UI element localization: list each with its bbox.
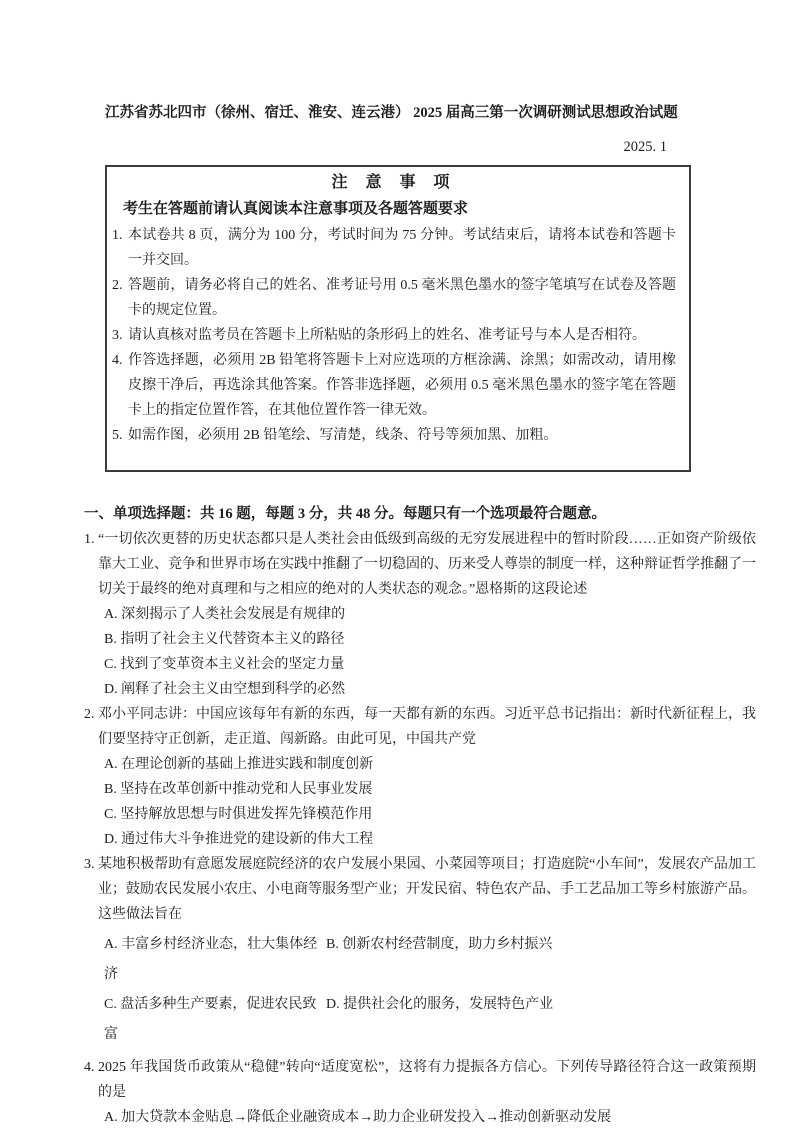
question-options bbox=[104, 1105, 756, 1130]
option-b: B. 坚持在改革创新中推动党和人民事业发展 bbox=[104, 782, 373, 797]
question-text: 邓小平同志讲：中国应该每年有新的东西，每一天都有新的东西。习近平总书记指出：新时代新征程上，我们要坚持守正创新，走正道、闯新路。由此可见，中国共产党 bbox=[98, 707, 756, 747]
page-title: 江苏省苏北四市（徐州、宿迁、淮安、连云港） 2025 届高三第一次调研测试思想政治试题 bbox=[105, 105, 678, 121]
question-text: “一切依次更替的历史状态都只是人类社会由低级到高级的无穷发展进程中的暂时阶段……正如资产阶级依靠大工业、竞争和世界市场在实践中推翻了一切稳固的、历来受人尊崇的制度一样，这种辩证哲学推翻了一切关于最终的绝对真理和与之相应的绝对的人类状态的观念。”恩格斯的这段论述 bbox=[98, 532, 756, 597]
notice-item-text: 如需作图，必须用 2B 铅笔绘、写清楚，线条、符号等须加黑、加粗。 bbox=[128, 428, 558, 443]
notice-item-text: 本试卷共 8 页，满分为 100 分，考试时间为 75 分钟。考试结束后，请将本试卷和答题卡一并交回。 bbox=[128, 228, 676, 268]
question-1 bbox=[84, 527, 756, 702]
exam-date: 2025. 1 bbox=[623, 139, 667, 155]
notice-item bbox=[112, 273, 676, 323]
question-4 bbox=[84, 1055, 756, 1130]
notice-item-number: 2. bbox=[112, 278, 123, 293]
option-d: D. 通过伟大斗争推进党的建设新的伟大工程 bbox=[104, 832, 374, 847]
question-options bbox=[104, 930, 756, 1050]
option-c: C. 坚持解放思想与时俱进发挥先锋模范作用 bbox=[104, 807, 373, 822]
question-text: 2025 年我国货币政策从“稳健”转向“适度宽松”，这将有力提振各方信心。下列传导路径符合这一政策预期的是 bbox=[98, 1060, 756, 1100]
question-number: 3. bbox=[84, 857, 95, 872]
question-stem bbox=[84, 852, 756, 927]
notice-item bbox=[112, 423, 676, 448]
notice-item bbox=[112, 348, 676, 423]
option-b: B. 创新农村经营制度，助力乡村振兴 bbox=[326, 937, 553, 952]
option-a: A. 深刻揭示了人类社会发展是有规律的 bbox=[104, 607, 346, 622]
notice-item-number: 5. bbox=[112, 428, 123, 443]
notice-item-text: 作答选择题，必须用 2B 铅笔将答题卡上对应选项的方框涂满、涂黑；如需改动，请用橡皮擦干净后，再选涂其他答案。作答非选择题，必须用 0.5 毫米黑色墨水的签字笔在答题卡上的指定位置作答，在其他位置作答一律无效。 bbox=[128, 353, 676, 418]
section-heading: 一、单项选择题：共 16 题，每题 3 分，共 48 分。每题只有一个选项最符合题意。 bbox=[84, 506, 606, 522]
option-a: A. 丰富乡村经济业态，壮大集体经济 bbox=[104, 937, 318, 982]
option-c: C. 盘活多种生产要素，促进农民致富 bbox=[104, 997, 317, 1042]
option-d: D. 提供社会化的服务，发展特色产业 bbox=[326, 997, 554, 1012]
question-number: 1. bbox=[84, 532, 95, 547]
option-c: C. 找到了变革资本主义社会的坚定力量 bbox=[104, 657, 345, 672]
question-number: 4. bbox=[84, 1060, 95, 1075]
question-stem bbox=[84, 527, 756, 602]
option-d: D. 阐释了社会主义由空想到科学的必然 bbox=[104, 682, 346, 697]
option-a: A. 加大贷款本金贴息→降低企业融资成本→助力企业研发投入→推动创新驱动发展 bbox=[104, 1110, 612, 1125]
question-section bbox=[84, 502, 756, 1130]
notice-heading: 注 意 事 项 bbox=[331, 174, 457, 191]
notice-subheading: 考生在答题前请认真阅读本注意事项及各题答题要求 bbox=[123, 201, 469, 217]
question-stem bbox=[84, 1055, 756, 1105]
notice-item-text: 答题前，请务必将自己的姓名、准考证号用 0.5 毫米黑色墨水的签字笔填写在试卷及答题卡的规定位置。 bbox=[128, 278, 676, 318]
question-options bbox=[104, 602, 756, 702]
notice-item bbox=[112, 223, 676, 273]
notice-item-number: 3. bbox=[112, 328, 123, 343]
question-number: 2. bbox=[84, 707, 95, 722]
question-stem bbox=[84, 702, 756, 752]
notice-box bbox=[105, 165, 691, 472]
notice-item-number: 1. bbox=[112, 228, 123, 243]
question-options bbox=[104, 752, 756, 852]
notice-item-number: 4. bbox=[112, 353, 123, 368]
option-b: B. 指明了社会主义代替资本主义的路径 bbox=[104, 632, 345, 647]
notice-item-text: 请认真核对监考员在答题卡上所粘贴的条形码上的姓名、准考证号与本人是否相符。 bbox=[128, 328, 646, 343]
question-3 bbox=[84, 852, 756, 1050]
question-text: 某地积极帮助有意愿发展庭院经济的农户发展小果园、小菜园等项目；打造庭院“小车间”，发展农产品加工业；鼓励农民发展小农庄、小电商等服务型产业；开发民宿、特色农产品、手工艺品加工等乡村旅游产品。这些做法旨在 bbox=[98, 857, 756, 922]
option-a: A. 在理论创新的基础上推进实践和制度创新 bbox=[104, 757, 374, 772]
question-2 bbox=[84, 702, 756, 852]
notice-item bbox=[112, 323, 676, 348]
